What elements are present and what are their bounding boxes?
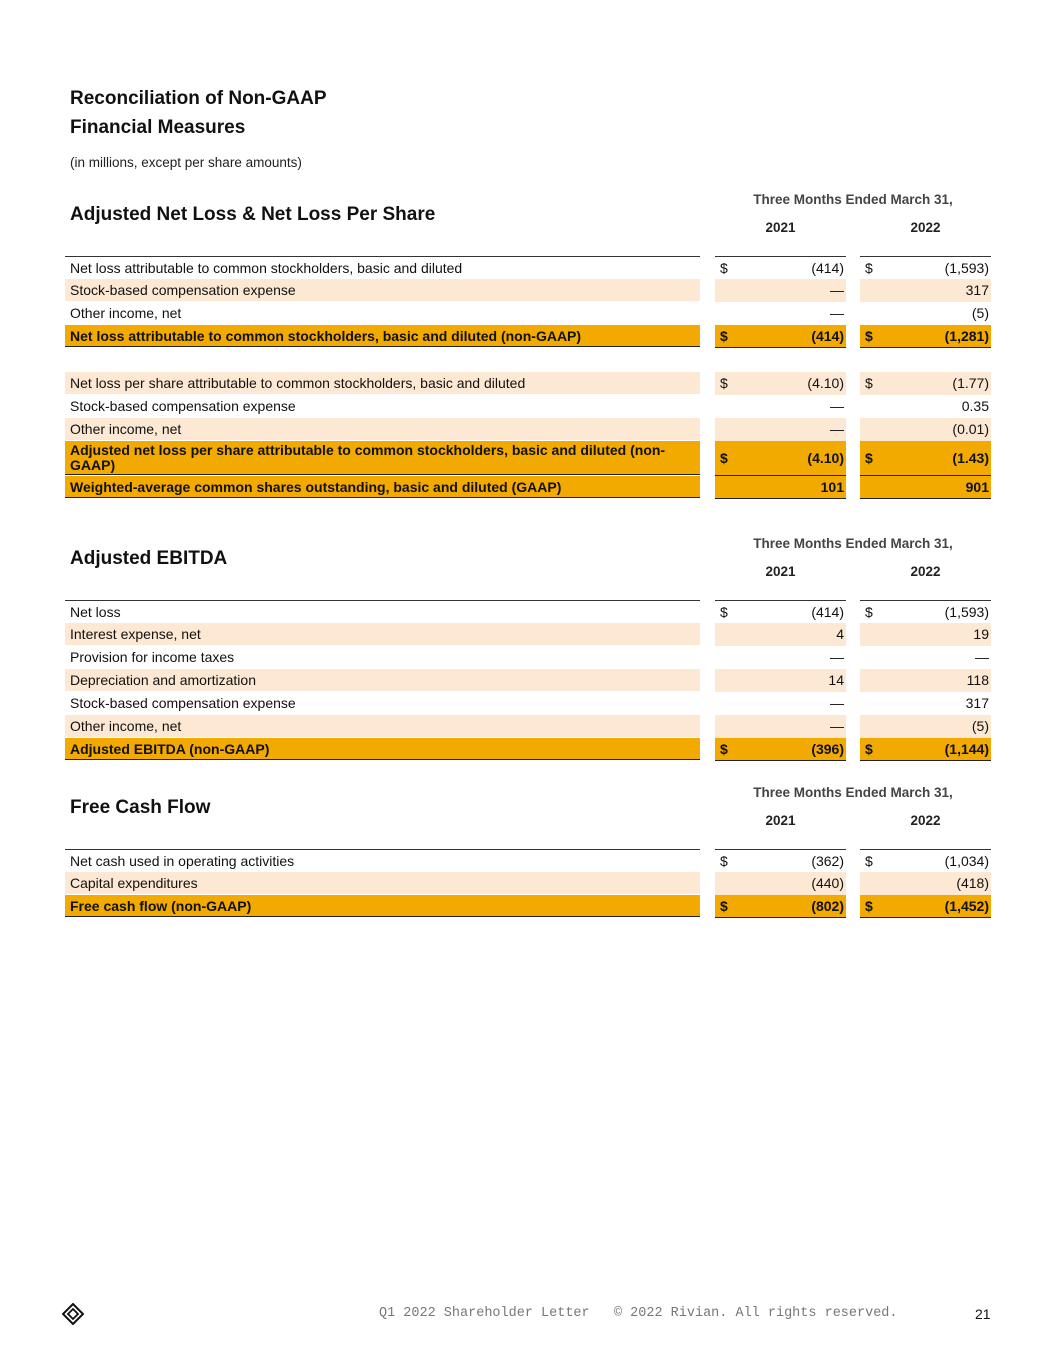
- value-cell-2021: [715, 646, 846, 669]
- currency-symbol: $: [865, 853, 873, 869]
- value-2021: (414): [811, 260, 844, 276]
- currency-symbol: $: [865, 741, 873, 757]
- value-cell-2021: [715, 600, 846, 624]
- value-2021: (362): [811, 853, 844, 869]
- rivian-logo-icon: [62, 1303, 84, 1325]
- currency-symbol: $: [720, 741, 728, 757]
- value-2021: —: [830, 305, 844, 321]
- value-2021: (440): [811, 875, 844, 891]
- value-cell-2021: [715, 715, 846, 738]
- value-cell-2021: [715, 302, 846, 325]
- currency-symbol: $: [865, 450, 873, 466]
- page-footer: [0, 1305, 1055, 1325]
- row-label: Other income, net: [65, 715, 700, 737]
- table-row: [65, 476, 991, 499]
- table-row: [65, 302, 991, 325]
- value-cell-2021: [715, 325, 846, 348]
- row-spacer: [65, 348, 991, 372]
- row-label: Stock-based compensation expense: [65, 279, 700, 301]
- value-cell-2022: [860, 279, 991, 302]
- value-2022: —: [975, 649, 989, 665]
- row-label: Net loss per share attributable to common stockholders, basic and diluted: [65, 372, 700, 394]
- value-cell-2022: [860, 476, 991, 499]
- value-2021: 14: [828, 672, 844, 688]
- value-cell-2021: [715, 395, 846, 418]
- page-title-line-1: Reconciliation of Non-GAAP: [70, 88, 327, 109]
- row-label: Depreciation and amortization: [65, 669, 700, 691]
- value-2022: 19: [973, 626, 989, 642]
- value-cell-2021: [715, 872, 846, 895]
- table-row: [65, 669, 991, 692]
- value-2022: (5): [971, 718, 989, 734]
- value-2021: (396): [811, 741, 844, 757]
- value-cell-2021: [715, 895, 846, 918]
- value-2022: (1,144): [944, 741, 989, 757]
- value-cell-2021: [715, 279, 846, 302]
- value-2022: (1,593): [944, 604, 989, 620]
- value-cell-2022: [860, 256, 991, 280]
- value-cell-2022: [860, 669, 991, 692]
- value-2022: (1.43): [952, 450, 989, 466]
- value-cell-2022: [860, 418, 991, 441]
- row-label: Net cash used in operating activities: [65, 849, 700, 871]
- value-2022: 118: [966, 672, 989, 688]
- value-cell-2022: [860, 849, 991, 873]
- row-label: Weighted-average common shares outstanding, basic and diluted (GAAP): [65, 476, 700, 498]
- value-cell-2022: [860, 623, 991, 646]
- value-2021: —: [830, 421, 844, 437]
- table-row: [65, 872, 991, 895]
- value-cell-2021: [715, 669, 846, 692]
- currency-symbol: $: [720, 328, 728, 344]
- value-2021: (414): [811, 604, 844, 620]
- table-row: [65, 646, 991, 669]
- row-label: Stock-based compensation expense: [70, 695, 296, 711]
- value-2021: 4: [836, 626, 844, 642]
- value-2022: 901: [965, 479, 989, 495]
- value-cell-2021: [715, 418, 846, 441]
- row-label: Free cash flow (non-GAAP): [65, 895, 700, 917]
- value-2022: (0.01): [952, 421, 989, 437]
- year-header-2021: 2021: [765, 813, 796, 828]
- currency-symbol: $: [865, 260, 873, 276]
- currency-symbol: $: [865, 604, 873, 620]
- year-header-2022: 2022: [910, 813, 941, 828]
- row-label: Adjusted net loss per share attributable to common stockholders, basic and diluted (non-GAAP): [65, 441, 700, 475]
- row-label: Provision for income taxes: [70, 649, 235, 665]
- value-cell-2022: [860, 441, 991, 476]
- row-label: Other income, net: [65, 418, 700, 440]
- table-row: [65, 600, 991, 623]
- value-cell-2022: [860, 600, 991, 624]
- value-cell-2021: [715, 849, 846, 873]
- row-label: Capital expenditures: [65, 872, 700, 894]
- table-row: [65, 325, 991, 348]
- value-2022: (1,034): [944, 853, 989, 869]
- value-cell-2022: [860, 325, 991, 348]
- table-row: [65, 418, 991, 441]
- value-cell-2021: [715, 692, 846, 715]
- table-row: [65, 692, 991, 715]
- adjusted-net-loss-table: [65, 192, 991, 499]
- table-row: [65, 623, 991, 646]
- value-2022: (1,593): [944, 260, 989, 276]
- value-cell-2022: [860, 738, 991, 761]
- table-row: [65, 738, 991, 761]
- year-header-2021: 2021: [765, 220, 796, 235]
- value-2022: (5): [971, 305, 989, 321]
- page-title-line-2: Financial Measures: [70, 117, 246, 138]
- year-header-2022: 2022: [910, 564, 941, 579]
- footer-text: [379, 1306, 898, 1321]
- value-2021: —: [830, 718, 844, 734]
- value-cell-2022: [860, 895, 991, 918]
- year-header-2022: 2022: [910, 220, 941, 235]
- value-cell-2022: [860, 872, 991, 895]
- row-label: Interest expense, net: [65, 623, 700, 645]
- value-2021: —: [830, 649, 844, 665]
- value-2021: (414): [811, 328, 844, 344]
- value-cell-2022: [860, 395, 991, 418]
- section-title: Adjusted Net Loss & Net Loss Per Share: [70, 204, 436, 225]
- currency-symbol: $: [865, 375, 873, 391]
- currency-symbol: $: [720, 375, 728, 391]
- value-cell-2021: [715, 256, 846, 280]
- currency-symbol: $: [865, 328, 873, 344]
- table-row: [65, 279, 991, 302]
- table-row: [65, 395, 991, 418]
- value-2021: —: [830, 695, 844, 711]
- adjusted-ebitda-table: [65, 536, 991, 761]
- value-2022: (418): [956, 875, 989, 891]
- table-row: [65, 715, 991, 738]
- footer-copyright: © 2022 Rivian. All rights reserved.: [613, 1306, 898, 1321]
- value-2022: 0.35: [961, 398, 989, 414]
- period-header: Three Months Ended March 31,: [753, 785, 953, 800]
- footer-doc-title: Q1 2022 Shareholder Letter: [379, 1306, 590, 1321]
- row-label: Net loss attributable to common stockholders, basic and diluted (non-GAAP): [65, 325, 700, 347]
- value-2021: —: [830, 398, 844, 414]
- value-cell-2022: [860, 692, 991, 715]
- currency-symbol: $: [720, 898, 728, 914]
- value-cell-2022: [860, 302, 991, 325]
- value-2022: (1,452): [944, 898, 989, 914]
- currency-symbol: $: [865, 898, 873, 914]
- row-label: Net loss: [65, 600, 700, 622]
- table-row: [65, 441, 991, 476]
- free-cash-flow-table: [65, 785, 991, 918]
- value-cell-2021: [715, 476, 846, 499]
- value-2022: (1,281): [944, 328, 989, 344]
- value-cell-2021: [715, 623, 846, 646]
- row-label: Stock-based compensation expense: [70, 398, 296, 414]
- table-row: [65, 849, 991, 872]
- currency-symbol: $: [720, 853, 728, 869]
- table-row: [65, 372, 991, 395]
- value-2021: 101: [820, 479, 844, 495]
- row-label: Other income, net: [70, 305, 182, 321]
- year-header-2021: 2021: [765, 564, 796, 579]
- page-title: [70, 84, 327, 142]
- currency-symbol: $: [720, 260, 728, 276]
- section-title: Free Cash Flow: [70, 797, 211, 818]
- currency-symbol: $: [720, 604, 728, 620]
- value-2022: (1.77): [952, 375, 989, 391]
- section-title: Adjusted EBITDA: [70, 548, 228, 569]
- value-cell-2022: [860, 646, 991, 669]
- page-number: 21: [975, 1306, 991, 1322]
- value-cell-2021: [715, 738, 846, 761]
- row-label: Adjusted EBITDA (non-GAAP): [65, 738, 700, 760]
- value-cell-2021: [715, 372, 846, 395]
- value-2022: 317: [965, 282, 989, 298]
- value-2021: —: [830, 282, 844, 298]
- units-note: (in millions, except per share amounts): [70, 155, 302, 170]
- period-header: Three Months Ended March 31,: [753, 192, 953, 207]
- value-2021: (4.10): [807, 375, 844, 391]
- value-2021: (802): [811, 898, 844, 914]
- value-cell-2022: [860, 372, 991, 395]
- period-header: Three Months Ended March 31,: [753, 536, 953, 551]
- value-cell-2022: [860, 715, 991, 738]
- value-2021: (4.10): [807, 450, 844, 466]
- table-row: [65, 256, 991, 279]
- row-label: Net loss attributable to common stockholders, basic and diluted: [65, 256, 700, 278]
- table-row: [65, 895, 991, 918]
- currency-symbol: $: [720, 450, 728, 466]
- value-2022: 317: [965, 695, 989, 711]
- value-cell-2021: [715, 441, 846, 476]
